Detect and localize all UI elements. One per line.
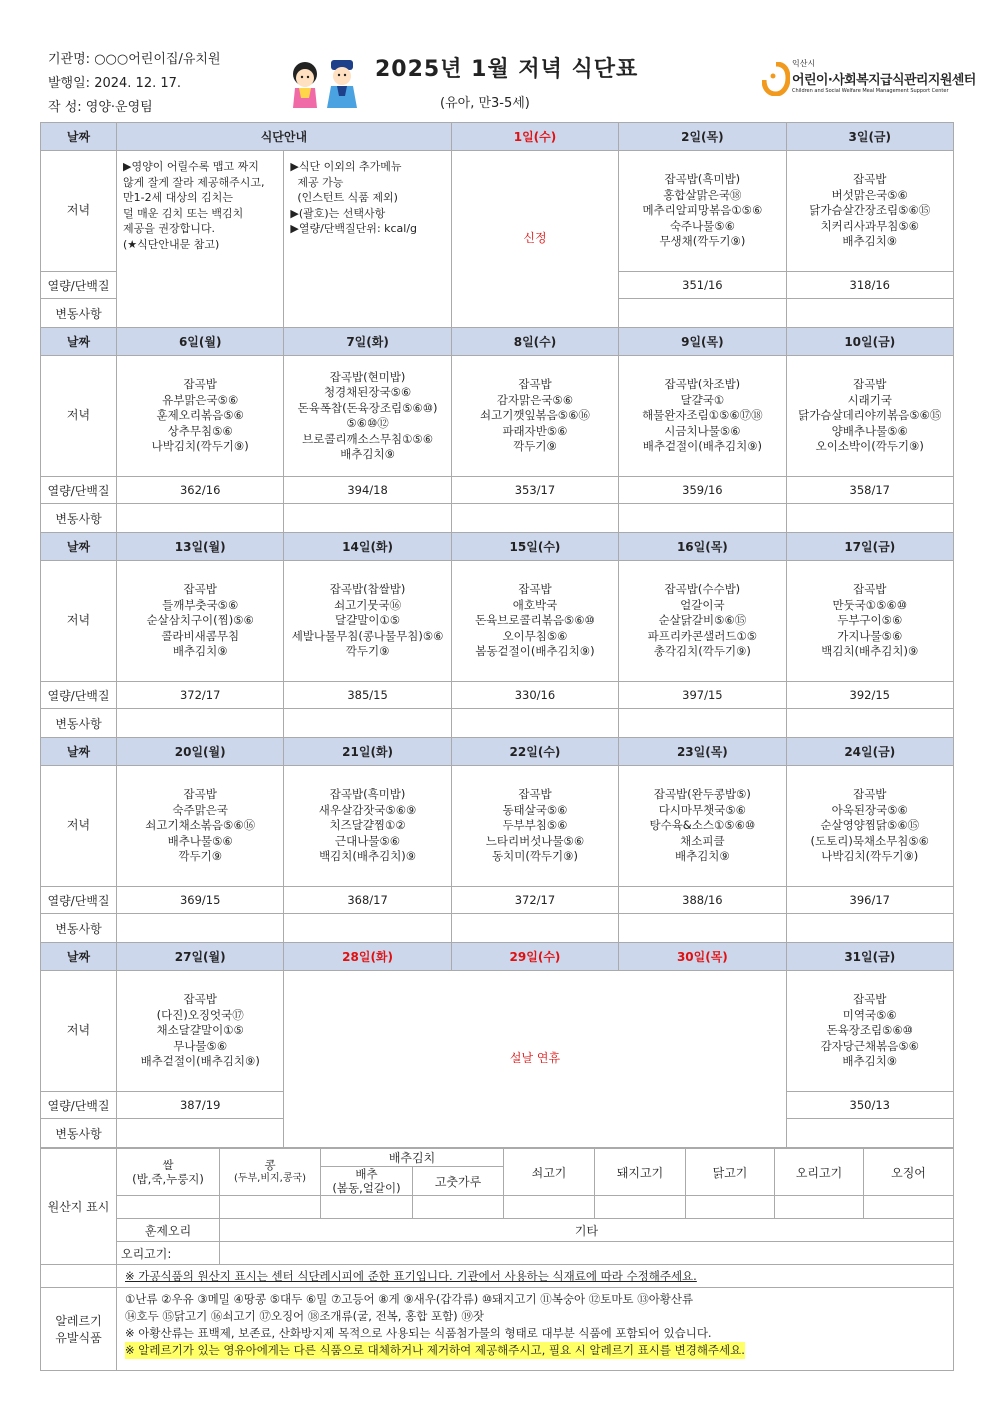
menu-item: 잡곡밥(찹쌀밥): [329, 582, 406, 597]
change-row: [41, 914, 954, 943]
menu-item: 배추겉절이(배추김치⑨): [140, 1054, 260, 1069]
cabbage-header: [321, 1167, 413, 1196]
org-value: ○○○어린이집/유치원: [94, 52, 221, 67]
children-illustration-icon: [287, 54, 365, 110]
notice-col2: [284, 151, 451, 328]
rice-sub: (밥,죽,누룽지): [132, 1172, 204, 1186]
weeks-body: [41, 328, 954, 943]
dinner-row: [41, 971, 954, 1092]
calorie-value: 351/16: [619, 272, 786, 299]
squid-header: 오징어: [864, 1149, 954, 1196]
menu-item: 동치미(깍두기⑨): [492, 849, 578, 864]
notice-line: 덜 매운 김치 또는 백김치: [123, 206, 244, 220]
menu-item: 잡곡밥: [518, 377, 552, 392]
origin-input-cell[interactable]: [220, 1196, 321, 1219]
menu-item: 나박김치(깍두기⑨): [151, 439, 249, 454]
dinner-row: [41, 356, 954, 477]
menu-item: 잡곡밥: [183, 377, 217, 392]
menu-item: 오이소박이(깍두기⑨): [815, 439, 924, 454]
menu-cell: [117, 561, 284, 682]
menu-item: 유부맑은국⑤⑥: [162, 392, 239, 407]
notice-line: ▶(괄호)는 선택사항: [290, 206, 386, 220]
menu-item: 잡곡밥(완두콩밥⑤): [653, 787, 751, 802]
calorie-value: 394/18: [284, 477, 451, 504]
date-row: [41, 123, 954, 151]
menu-item: 잡곡밥(수수밥): [664, 582, 741, 597]
menu-item: 닭가슴살간장조림⑤⑥⑮: [809, 203, 931, 218]
menu-item: 두부부침⑤⑥: [502, 818, 568, 833]
menu-item: 해물완자조림①⑤⑥⑰⑱: [642, 408, 763, 423]
notice-line: (★식단안내문 참고): [123, 237, 220, 251]
dinner-label: 저녁: [41, 151, 117, 272]
change-label: 변동사항: [41, 1119, 117, 1148]
calorie-label: 열량/단백질: [41, 887, 117, 914]
menu-item: 메추리알피망볶음①⑤⑥: [642, 203, 763, 218]
menu-cell: [117, 356, 284, 477]
smoked-duck-header: 훈제오리: [117, 1219, 220, 1242]
menu-item: (다진)오징엇국⑰: [156, 1007, 244, 1022]
date-label: 날짜: [41, 533, 117, 561]
allergy-label-line: 알레르기: [55, 1314, 102, 1328]
change-label: 변동사항: [41, 914, 117, 943]
day-header: 28일(화): [284, 943, 451, 971]
origin-input-cell[interactable]: [775, 1196, 864, 1219]
change-cell[interactable]: [786, 299, 953, 328]
menu-item: 잡곡밥(흑미밥): [664, 172, 741, 187]
menu-item: 양배추나물⑤⑥: [831, 423, 908, 438]
calorie-value: 318/16: [786, 272, 953, 299]
change-label: 변동사항: [41, 709, 117, 738]
menu-cell: [786, 766, 953, 887]
calorie-value: 330/16: [451, 682, 618, 709]
dinner-label: 저녁: [41, 356, 117, 477]
author-value: 영양·운영팀: [85, 100, 153, 115]
new-year-holiday: 신정: [451, 151, 618, 328]
calorie-label: 열량/단백질: [41, 1092, 117, 1119]
notice-line: 않게 잘게 잘라 제공해주시고,: [123, 175, 265, 189]
menu-cell: [284, 766, 451, 887]
cabbage-sub: (봄동,얼갈이): [332, 1181, 401, 1195]
day-header: 8일(수): [451, 328, 618, 356]
allergy-info: [117, 1288, 954, 1371]
origin-label-continued: [41, 1265, 117, 1288]
menu-item: 세발나물무침(콩나물무침)⑤⑥: [291, 628, 444, 643]
menu-item: 얼갈이국: [680, 597, 725, 612]
day-header: 30일(목): [619, 943, 786, 971]
menu-item: 잡곡밥: [518, 582, 552, 597]
menu-item: 돈육장조림⑤⑥⑩: [826, 1023, 913, 1038]
menu-item: 쇠고기뭇국⑯: [334, 597, 402, 612]
change-cell[interactable]: [619, 709, 786, 738]
day-header: 27일(월): [117, 943, 284, 971]
issue-label: 발행일:: [48, 76, 91, 91]
notice-line: 제공 가능: [290, 175, 344, 189]
day-header: 6일(월): [117, 328, 284, 356]
change-cell[interactable]: [451, 504, 618, 533]
duck-header: 오리고기: [775, 1149, 864, 1196]
menu-item: 잡곡밥: [183, 582, 217, 597]
menu-item: 백김치(배추김치)⑨: [319, 849, 417, 864]
issue-value: 2024. 12. 17.: [94, 76, 182, 91]
menu-cell: [619, 151, 786, 272]
cabbage-label: 배추: [355, 1167, 378, 1181]
origin-note: [117, 1265, 954, 1288]
menu-item: 배추나물⑤⑥: [167, 833, 233, 848]
calorie-value: 353/17: [451, 477, 618, 504]
notice-line: ▶영양이 어릴수록 맵고 짜지: [123, 160, 259, 173]
menu-item: 배추김치⑨: [674, 849, 730, 864]
menu-item: 잡곡밥: [853, 992, 887, 1007]
calorie-label: 열량/단백질: [41, 272, 117, 299]
date-row: [41, 943, 954, 971]
change-row: [41, 504, 954, 533]
date-label: 날짜: [41, 123, 117, 151]
menu-item: 쇠고기깻잎볶음⑤⑥⑯: [480, 408, 590, 423]
menu-item: 콜라비새콤무침: [161, 628, 240, 643]
menu-item: 감자당근채볶음⑤⑥: [820, 1038, 919, 1053]
calorie-row: [41, 887, 954, 914]
page-subtitle: (유아, 만3-5세): [440, 96, 530, 111]
day-header: 23일(목): [619, 738, 786, 766]
menu-item: 깍두기⑨: [345, 644, 390, 659]
allergy-label: [41, 1288, 117, 1371]
calorie-value: 358/17: [786, 477, 953, 504]
day-header: 2일(목): [619, 123, 786, 151]
menu-item: 깍두기⑨: [178, 849, 223, 864]
menu-item: 다시마무챗국⑤⑥: [658, 802, 746, 817]
origin-input-cell[interactable]: [321, 1196, 413, 1219]
change-cell[interactable]: [786, 914, 953, 943]
change-cell[interactable]: [619, 299, 786, 328]
day-header: 9일(목): [619, 328, 786, 356]
duck-origin-label: 오리고기:: [117, 1242, 220, 1265]
beef-header: 쇠고기: [504, 1149, 595, 1196]
menu-item: 잡곡밥: [853, 172, 887, 187]
menu-item: 숙주나물⑤⑥: [669, 218, 735, 233]
menu-item: 잡곡밥: [518, 787, 552, 802]
calorie-value: 372/17: [451, 887, 618, 914]
day-header: 13일(월): [117, 533, 284, 561]
date-label: 날짜: [41, 943, 117, 971]
date-label: 날짜: [41, 328, 117, 356]
menu-item: 돈육브로콜리볶음⑤⑥⑩: [475, 613, 595, 628]
menu-item: 새우살감잣국⑤⑥⑨: [318, 802, 417, 817]
menu-item: 봄동겉절이(배추김치⑨): [475, 644, 595, 659]
menu-item: 채소피클: [680, 833, 725, 848]
date-row: [41, 533, 954, 561]
menu-item: 두부구이⑤⑥: [837, 613, 903, 628]
origin-input-cell[interactable]: [864, 1196, 954, 1219]
rice-header: [117, 1149, 220, 1196]
pepper-header: 고춧가루: [413, 1167, 504, 1196]
allergy-label-line: 유발식품: [55, 1331, 102, 1345]
day-header: 22일(수): [451, 738, 618, 766]
day-header: 31일(금): [786, 943, 953, 971]
menu-item: 시금치나물⑤⑥: [664, 423, 741, 438]
menu-item: 잡곡밥: [853, 377, 887, 392]
menu-item: 브로콜리깨소스무침①⑤⑥: [302, 431, 434, 446]
menu-item: 닭가슴살데리야끼볶음⑤⑥⑮: [798, 408, 942, 423]
day-header: 21일(화): [284, 738, 451, 766]
calorie-value: 350/13: [786, 1092, 953, 1119]
day-header: 15일(수): [451, 533, 618, 561]
dinner-row: [41, 561, 954, 682]
logo-name: 어린이·사회복지급식관리지원센터: [792, 73, 976, 88]
menu-item: 무생채(깍두기⑨): [659, 234, 746, 249]
calorie-value: 396/17: [786, 887, 953, 914]
menu-item: 아욱된장국⑤⑥: [831, 802, 908, 817]
bean-label: 콩: [264, 1158, 276, 1172]
menu-item: 순살닭갈비⑤⑥⑮: [658, 613, 747, 628]
change-cell[interactable]: [117, 914, 284, 943]
calorie-label: 열량/단백질: [41, 477, 117, 504]
calorie-value: 397/15: [619, 682, 786, 709]
menu-cell: [619, 561, 786, 682]
menu-item: 만둣국①⑤⑥⑩: [832, 597, 908, 612]
menu-item: 버섯맑은국⑤⑥: [831, 187, 908, 202]
calorie-value: 372/17: [117, 682, 284, 709]
smile-logo-icon: [762, 62, 790, 96]
menu-item: 근대나물⑤⑥: [335, 833, 401, 848]
calorie-row: [41, 477, 954, 504]
kimchi-header: 배추김치: [321, 1149, 504, 1167]
menu-cell: [284, 356, 451, 477]
menu-item: 잡곡밥: [853, 582, 887, 597]
calorie-value: 385/15: [284, 682, 451, 709]
change-cell[interactable]: [117, 504, 284, 533]
menu-item: 잡곡밥(현미밥): [329, 369, 406, 384]
calorie-value: 368/17: [284, 887, 451, 914]
allergy-line: ※ 아황산류는 표백제, 보존료, 산화방지제 목적으로 사용되는 식품첨가물의 형태로 대부분 식품에 포함되어 있습니다.: [125, 1326, 712, 1340]
menu-cell: [619, 766, 786, 887]
menu-item: 배추김치⑨: [340, 447, 395, 461]
dinner-row: [41, 766, 954, 887]
menu-item: (도토리)묵채소무침⑤⑥: [810, 833, 929, 848]
change-cell[interactable]: [786, 504, 953, 533]
header-info: [48, 48, 221, 120]
bean-header: [220, 1149, 321, 1196]
menu-item: 배추겉절이(배추김치⑨): [642, 439, 762, 454]
menu-item: 잡곡밥: [183, 992, 217, 1007]
bean-sub: (두부,비지,콩국): [233, 1173, 307, 1184]
menu-item: 동태살국⑤⑥: [502, 802, 568, 817]
notice-line: 만1-2세 대상의 김치는: [123, 191, 233, 204]
change-cell[interactable]: [284, 709, 451, 738]
other-header: 기타: [220, 1219, 954, 1242]
date-label: 날짜: [41, 738, 117, 766]
day-header: 10일(금): [786, 328, 953, 356]
author-label: 작 성:: [48, 100, 82, 115]
logo-city: 익산시: [792, 59, 816, 68]
menu-item: 순살삼치구이(찜)⑤⑥: [146, 613, 254, 628]
menu-item: 백김치(배추김치)⑨: [821, 644, 919, 659]
menu-cell: [786, 151, 953, 272]
date-row: [41, 328, 954, 356]
menu-item: 달걀말이①⑤: [335, 613, 401, 628]
change-cell[interactable]: [619, 914, 786, 943]
date-row: [41, 738, 954, 766]
menu-item: 깍두기⑨: [513, 439, 557, 454]
lunar-new-year-holiday: 설날 연휴: [284, 971, 786, 1148]
allergy-line: ①난류 ②우유 ③메밀 ④땅콩 ⑤대두 ⑥밀 ⑦고등어 ⑧게 ⑨새우(갑각류) ⑩돼지고기 ⑪복숭아 ⑫토마토 ⑬아황산류: [125, 1292, 694, 1306]
org-label: 기관명:: [48, 52, 91, 67]
menu-item: 잡곡밥(차조밥): [664, 377, 741, 392]
dinner-label: 저녁: [41, 561, 117, 682]
origin-input-cell[interactable]: [595, 1196, 686, 1219]
notice-line: ▶식단 이외의 추가메뉴: [290, 160, 402, 173]
day-header: 24일(금): [786, 738, 953, 766]
origin-input-cell[interactable]: [686, 1196, 775, 1219]
origin-input-cell[interactable]: [504, 1196, 595, 1219]
menu-item: 훈제오리볶음⑤⑥: [156, 408, 244, 423]
menu-item: 돈육폭찹(돈육장조림⑤⑥⑩): [297, 400, 438, 415]
change-cell[interactable]: [284, 504, 451, 533]
dinner-row: [41, 151, 954, 272]
menu-item: 순살영양찜닭⑤⑥⑮: [820, 818, 920, 833]
menu-item: 배추김치⑨: [842, 234, 898, 249]
menu-item: 잡곡밥: [853, 787, 887, 802]
menu-item: 상추무침⑤⑥: [167, 423, 233, 438]
menu-item: 잡곡밥: [183, 787, 217, 802]
change-cell[interactable]: [786, 709, 953, 738]
day-header: 3일(금): [786, 123, 953, 151]
calorie-label: 열량/단백질: [41, 682, 117, 709]
calorie-value: 387/19: [117, 1092, 284, 1119]
menu-item: 오이무침⑤⑥: [502, 628, 568, 643]
menu-item: 청경채된장국⑤⑥: [323, 385, 412, 399]
menu-cell: [619, 356, 786, 477]
allergy-warning: ※ 알레르기가 있는 영유아에게는 다른 식품으로 대체하거나 제거하여 제공해주시고, 필요 시 알레르기 표시를 변경해주세요.: [125, 1343, 745, 1357]
menu-item: 숙주맑은국: [172, 802, 228, 817]
day-header: 29일(수): [451, 943, 618, 971]
day-header: 14일(화): [284, 533, 451, 561]
menu-item: 감자맑은국⑤⑥: [496, 392, 574, 407]
change-cell[interactable]: [284, 914, 451, 943]
dinner-label: 저녁: [41, 766, 117, 887]
menu-item: 애호박국: [512, 597, 558, 612]
menu-item: 느타리버섯나물⑤⑥: [485, 833, 585, 848]
rice-label: 쌀: [162, 1158, 174, 1172]
calorie-value: 362/16: [117, 477, 284, 504]
menu-item: ⑤⑥⑩⑫: [346, 416, 389, 430]
chicken-header: 닭고기: [686, 1149, 775, 1196]
menu-item: 파래자반⑤⑥: [502, 423, 568, 438]
menu-item: 무나물⑤⑥: [173, 1038, 228, 1053]
page-title: 2025년 1월 저녁 식단표: [375, 57, 639, 82]
menu-item: 배추김치⑨: [842, 1054, 898, 1069]
menu-item: 잡곡밥(흑미밥): [329, 787, 406, 802]
logo-english: Children and Social Welfare Meal Management Support Center: [792, 88, 949, 94]
calorie-value: 388/16: [619, 887, 786, 914]
origin-input-cell[interactable]: [413, 1196, 504, 1219]
notice-line: ▶열량/단백질단위: kcal/g: [290, 222, 418, 235]
change-cell[interactable]: [451, 709, 618, 738]
menu-item: 탕수육&소스①⑤⑥⑩: [649, 818, 756, 833]
change-label: 변동사항: [41, 299, 117, 328]
day-header: 17일(금): [786, 533, 953, 561]
center-logo: [762, 58, 976, 102]
menu-item: 시래기국: [847, 392, 892, 407]
calorie-value: 369/15: [117, 887, 284, 914]
menu-item: 들깨부춧국⑤⑥: [162, 597, 239, 612]
menu-item: 쇠고기채소볶음⑤⑥⑯: [145, 818, 256, 833]
notice-line: (인스턴트 식품 제외): [290, 191, 398, 204]
notice-line: 제공을 권장합니다.: [123, 222, 216, 235]
guide-header: 식단안내: [117, 123, 452, 151]
change-row: [41, 709, 954, 738]
menu-item: 나박김치(깍두기⑨): [821, 849, 919, 864]
menu-cell: [284, 561, 451, 682]
change-cell[interactable]: [117, 1119, 284, 1148]
calorie-row: [41, 682, 954, 709]
menu-table: [40, 122, 954, 1148]
menu-cell: [117, 971, 284, 1092]
menu-cell: [117, 766, 284, 887]
notice-col1: [117, 151, 284, 328]
menu-cell: [786, 356, 953, 477]
menu-cell: [451, 561, 618, 682]
menu-cell: [451, 766, 618, 887]
change-cell[interactable]: [619, 504, 786, 533]
change-cell[interactable]: [786, 1119, 953, 1148]
menu-item: 치커리사과무침⑤⑥: [820, 218, 919, 233]
origin-note-text: ※ 가공식품의 원산지 표시는 센터 식단레시피에 준한 표기입니다. 기관에서 사용하는 식재료에 따라 수정해주세요.: [125, 1269, 697, 1283]
menu-cell: [786, 971, 953, 1092]
menu-item: 배추김치⑨: [172, 644, 228, 659]
origin-label: 원산지 표시: [41, 1149, 117, 1265]
menu-item: 파프리카콘샐러드①⑤: [647, 628, 758, 643]
change-cell[interactable]: [117, 709, 284, 738]
menu-cell: [786, 561, 953, 682]
menu-item: 달걀국①: [680, 392, 725, 407]
calorie-value: 359/16: [619, 477, 786, 504]
menu-item: 홍합살맑은국⑱: [663, 187, 742, 202]
day-header: 20일(월): [117, 738, 284, 766]
menu-item: 가지나물⑤⑥: [837, 628, 903, 643]
calorie-value: 392/15: [786, 682, 953, 709]
menu-item: 미역국⑤⑥: [842, 1007, 897, 1022]
menu-cell: [451, 356, 618, 477]
day-header: 7일(화): [284, 328, 451, 356]
pork-header: 돼지고기: [595, 1149, 686, 1196]
dinner-label: 저녁: [41, 971, 117, 1092]
menu-item: 채소달걀말이①⑤: [156, 1023, 244, 1038]
change-cell[interactable]: [451, 914, 618, 943]
allergy-line: ⑭호두 ⑮닭고기 ⑯쇠고기 ⑰오징어 ⑱조개류(굴, 전복, 홍합 포함) ⑲잣: [125, 1309, 484, 1323]
origin-input-cell[interactable]: [220, 1242, 954, 1265]
day-header: 1일(수): [451, 123, 618, 151]
menu-item: 총각김치(깍두기⑨): [653, 644, 751, 659]
origin-table: [40, 1148, 954, 1371]
day-header: 16일(목): [619, 533, 786, 561]
menu-item: 치즈달걀찜①②: [329, 818, 406, 833]
origin-input-cell[interactable]: [117, 1196, 220, 1219]
change-label: 변동사항: [41, 504, 117, 533]
